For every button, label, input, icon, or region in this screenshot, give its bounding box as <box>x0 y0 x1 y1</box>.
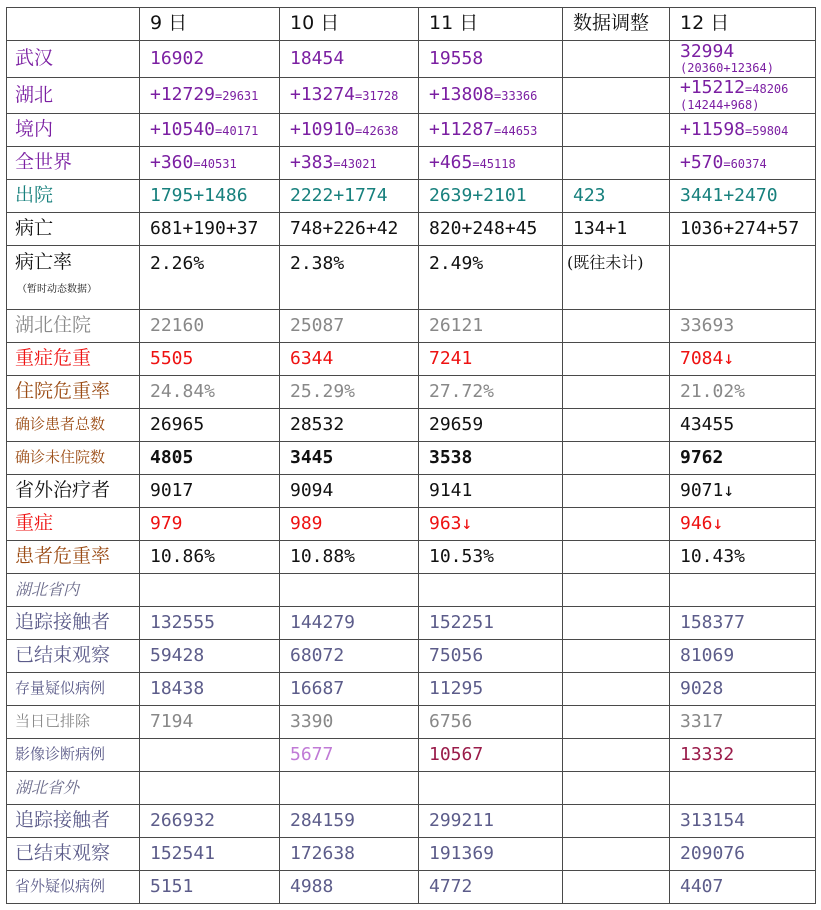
cell-d12 <box>670 78 816 114</box>
row-label: 追踪接触者 <box>7 607 140 640</box>
cell-d10: 172638 <box>280 838 419 871</box>
cell-d12: 4407 <box>670 871 816 904</box>
cell-total: =40171 <box>215 123 259 138</box>
cell-d9: 10.86% <box>140 541 280 574</box>
cell-d10: 748+226+42 <box>280 213 419 246</box>
cell-d11: 7241 <box>419 343 563 376</box>
cell-d10: 5677 <box>280 739 419 772</box>
cell-d12: 209076 <box>670 838 816 871</box>
cell-d10 <box>280 78 419 114</box>
row-label: 已结束观察 <box>7 838 140 871</box>
cell-d9: 266932 <box>140 805 280 838</box>
cell-adj <box>563 310 670 343</box>
row-severe <box>7 508 816 541</box>
cell-d12: 9762 <box>670 442 816 475</box>
cell-adj <box>563 640 670 673</box>
row-label: 影像诊断病例 <box>7 739 140 772</box>
cell-d12 <box>670 246 816 310</box>
header-day-11: 11 日 <box>419 8 563 41</box>
cell-d9: 7194 <box>140 706 280 739</box>
cell-d10: 2222+1774 <box>280 180 419 213</box>
row-out-trace-contacts <box>7 805 816 838</box>
cell-d10: 68072 <box>280 640 419 673</box>
row-label: 确诊患者总数 <box>7 409 140 442</box>
cell-d11: 6756 <box>419 706 563 739</box>
cell-d11: 2.49% <box>419 246 563 310</box>
cell-d10: 284159 <box>280 805 419 838</box>
cell-d9: 26965 <box>140 409 280 442</box>
row-label: 确诊未住院数 <box>7 442 140 475</box>
cell-total: =59804 <box>745 123 789 138</box>
header-day-12: 12 日 <box>670 8 816 41</box>
row-label: 住院危重率 <box>7 376 140 409</box>
header-corner <box>7 8 140 41</box>
cell-d11 <box>419 574 563 607</box>
row-out-released <box>7 838 816 871</box>
cell-d11: 11295 <box>419 673 563 706</box>
cell-adj <box>563 343 670 376</box>
row-in-suspected <box>7 673 816 706</box>
cell-d10: 25.29% <box>280 376 419 409</box>
cell-adj <box>563 805 670 838</box>
row-label: 省外治疗者 <box>7 475 140 508</box>
cell-d11: 820+248+45 <box>419 213 563 246</box>
covid-data-table <box>6 7 816 904</box>
cell-increase: +15212 <box>680 77 746 99</box>
cell-d11: 4772 <box>419 871 563 904</box>
row-label: 全世界 <box>7 147 140 180</box>
cell-d9: 1795+1486 <box>140 180 280 213</box>
cell-d12: 158377 <box>670 607 816 640</box>
cell-d10 <box>280 147 419 180</box>
cell-d9: 979 <box>140 508 280 541</box>
row-label: 省外疑似病例 <box>7 871 140 904</box>
cell-total: =44653 <box>494 123 538 138</box>
cell-d9 <box>140 772 280 805</box>
row-label: 出院 <box>7 180 140 213</box>
cell-d9: 152541 <box>140 838 280 871</box>
cell-d12: 7084↓ <box>670 343 816 376</box>
cell-d9 <box>140 739 280 772</box>
cell-d12-breakdown: (14244+968) <box>680 97 760 112</box>
row-wuhan <box>7 41 816 78</box>
row-label: 湖北 <box>7 78 140 114</box>
cell-adj <box>563 475 670 508</box>
header-adjustment: 数据调整 <box>563 8 670 41</box>
cell-adj <box>563 508 670 541</box>
cell-increase: +383 <box>290 151 334 173</box>
cell-d11: 3538 <box>419 442 563 475</box>
cell-d10: 25087 <box>280 310 419 343</box>
cell-d12: 9028 <box>670 673 816 706</box>
section-heading: 湖北省外 <box>7 772 140 805</box>
cell-increase: +11287 <box>429 118 495 140</box>
row-deaths <box>7 213 816 246</box>
cell-d11: 29659 <box>419 409 563 442</box>
cell-d12: 313154 <box>670 805 816 838</box>
cell-d12: 10.43% <box>670 541 816 574</box>
cell-adj <box>563 376 670 409</box>
cell-adj <box>563 541 670 574</box>
row-label: 境内 <box>7 114 140 147</box>
row-out-suspected <box>7 871 816 904</box>
cell-adj <box>563 442 670 475</box>
cell-d12: 33693 <box>670 310 816 343</box>
cell-d12 <box>670 574 816 607</box>
cell-increase: +13274 <box>290 84 356 106</box>
row-patient-critical-rate <box>7 541 816 574</box>
row-label-text: 病亡率 <box>15 251 73 273</box>
cell-d10 <box>280 114 419 147</box>
row-label-note: （暂时动态数据） <box>17 283 97 295</box>
cell-d11 <box>419 147 563 180</box>
cell-d9 <box>140 147 280 180</box>
row-label: 病亡 <box>7 213 140 246</box>
row-fatality-rate <box>7 246 816 310</box>
cell-adj <box>563 114 670 147</box>
row-in-trace-contacts <box>7 607 816 640</box>
cell-d10: 144279 <box>280 607 419 640</box>
cell-d11: 191369 <box>419 838 563 871</box>
cell-d10: 3445 <box>280 442 419 475</box>
cell-d11 <box>419 114 563 147</box>
cell-total: =45118 <box>472 156 516 171</box>
cell-d12 <box>670 147 816 180</box>
cell-adj <box>563 673 670 706</box>
cell-d12: 3317 <box>670 706 816 739</box>
cell-d12: 9071↓ <box>670 475 816 508</box>
cell-d11: 9141 <box>419 475 563 508</box>
cell-adj <box>563 78 670 114</box>
row-label: 存量疑似病例 <box>7 673 140 706</box>
cell-total: =31728 <box>355 89 399 104</box>
row-domestic <box>7 114 816 147</box>
cell-increase: +11598 <box>680 118 746 140</box>
cell-total: =60374 <box>723 156 767 171</box>
cell-d9: 681+190+37 <box>140 213 280 246</box>
cell-total: =29631 <box>215 89 259 104</box>
cell-d9: 16902 <box>140 41 280 78</box>
cell-d9: 132555 <box>140 607 280 640</box>
cell-adj <box>563 739 670 772</box>
row-label: 武汉 <box>7 41 140 78</box>
cell-total: =48206 <box>745 82 789 97</box>
cell-adj <box>563 409 670 442</box>
row-label: 重症危重 <box>7 343 140 376</box>
row-hubei <box>7 78 816 114</box>
cell-d9 <box>140 574 280 607</box>
row-label: 追踪接触者 <box>7 805 140 838</box>
cell-d10: 989 <box>280 508 419 541</box>
cell-adj <box>563 838 670 871</box>
row-in-released <box>7 640 816 673</box>
cell-adj <box>563 871 670 904</box>
cell-d11: 19558 <box>419 41 563 78</box>
cell-d9: 4805 <box>140 442 280 475</box>
cell-adj <box>563 574 670 607</box>
cell-d10: 2.38% <box>280 246 419 310</box>
cell-d10: 9094 <box>280 475 419 508</box>
row-hubei-hospitalized <box>7 310 816 343</box>
cell-d11: 299211 <box>419 805 563 838</box>
header-day-10: 10 日 <box>280 8 419 41</box>
cell-d9 <box>140 78 280 114</box>
cell-d12 <box>670 114 816 147</box>
cell-d10: 16687 <box>280 673 419 706</box>
cell-d10: 6344 <box>280 343 419 376</box>
cell-d9: 9017 <box>140 475 280 508</box>
cell-adj <box>563 41 670 78</box>
row-in-imaging <box>7 739 816 772</box>
cell-d10: 28532 <box>280 409 419 442</box>
header-day-9: 9 日 <box>140 8 280 41</box>
cell-d10: 10.88% <box>280 541 419 574</box>
cell-d12: 946↓ <box>670 508 816 541</box>
cell-d9: 5151 <box>140 871 280 904</box>
cell-adj <box>563 772 670 805</box>
cell-d9: 24.84% <box>140 376 280 409</box>
row-hospital-critical-rate <box>7 376 816 409</box>
cell-total: =40531 <box>193 156 237 171</box>
cell-increase: +465 <box>429 151 473 173</box>
cell-d11: 10567 <box>419 739 563 772</box>
cell-total: =33366 <box>494 89 538 104</box>
cell-increase: +12729 <box>150 84 216 106</box>
row-label: 湖北住院 <box>7 310 140 343</box>
cell-increase: +570 <box>680 151 724 173</box>
cell-adj: (既往未计) <box>563 246 670 310</box>
row-label: 已结束观察 <box>7 640 140 673</box>
cell-d11 <box>419 78 563 114</box>
cell-d11: 10.53% <box>419 541 563 574</box>
row-confirmed-not-hospitalized <box>7 442 816 475</box>
row-label: 当日已排除 <box>7 706 140 739</box>
cell-d12: 81069 <box>670 640 816 673</box>
cell-d12 <box>670 772 816 805</box>
row-discharged <box>7 180 816 213</box>
cell-increase: +360 <box>150 151 194 173</box>
row-label <box>7 246 140 310</box>
cell-d10: 18454 <box>280 41 419 78</box>
cell-increase: +10540 <box>150 118 216 140</box>
cell-d9 <box>140 114 280 147</box>
cell-d9: 59428 <box>140 640 280 673</box>
row-section-hubei-inside <box>7 574 816 607</box>
cell-d10: 3390 <box>280 706 419 739</box>
cell-d12-breakdown: (20360+12364) <box>680 61 774 76</box>
cell-adj: 423 <box>563 180 670 213</box>
cell-d12: 43455 <box>670 409 816 442</box>
row-in-excluded <box>7 706 816 739</box>
row-critical <box>7 343 816 376</box>
cell-d12: 13332 <box>670 739 816 772</box>
row-confirmed-total <box>7 409 816 442</box>
cell-d10 <box>280 772 419 805</box>
cell-d11 <box>419 772 563 805</box>
cell-d9: 22160 <box>140 310 280 343</box>
row-outside-treatment <box>7 475 816 508</box>
cell-d12 <box>670 41 816 78</box>
cell-d11: 26121 <box>419 310 563 343</box>
cell-increase: +10910 <box>290 118 356 140</box>
cell-adj: 134+1 <box>563 213 670 246</box>
cell-d9: 18438 <box>140 673 280 706</box>
cell-adj <box>563 706 670 739</box>
cell-total: =43021 <box>333 156 377 171</box>
cell-d10: 4988 <box>280 871 419 904</box>
cell-d11: 963↓ <box>419 508 563 541</box>
cell-d12: 1036+274+57 <box>670 213 816 246</box>
cell-adj <box>563 607 670 640</box>
cell-d12: 3441+2470 <box>670 180 816 213</box>
cell-d12-main: 32994 <box>680 40 735 62</box>
cell-total: =42638 <box>355 123 399 138</box>
row-label: 重症 <box>7 508 140 541</box>
cell-d9: 5505 <box>140 343 280 376</box>
cell-d11: 27.72% <box>419 376 563 409</box>
cell-increase: +13808 <box>429 84 495 106</box>
cell-d11: 75056 <box>419 640 563 673</box>
row-world <box>7 147 816 180</box>
cell-d11: 152251 <box>419 607 563 640</box>
row-section-hubei-outside <box>7 772 816 805</box>
cell-d11: 2639+2101 <box>419 180 563 213</box>
header-row <box>7 8 816 41</box>
row-label: 患者危重率 <box>7 541 140 574</box>
section-heading: 湖北省内 <box>7 574 140 607</box>
cell-d9: 2.26% <box>140 246 280 310</box>
cell-adj <box>563 147 670 180</box>
cell-d12: 21.02% <box>670 376 816 409</box>
cell-d10 <box>280 574 419 607</box>
